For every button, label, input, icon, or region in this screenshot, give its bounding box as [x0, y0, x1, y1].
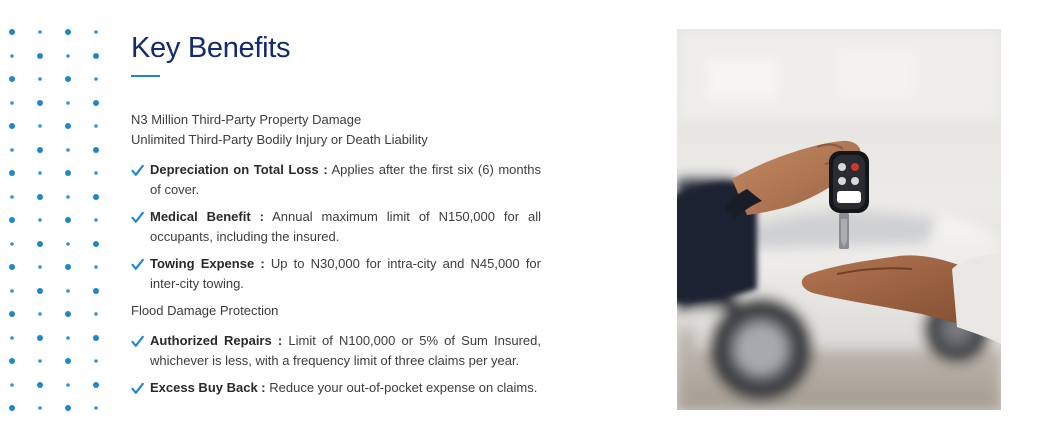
checkmark-icon: [131, 164, 144, 177]
pattern-dot: [9, 76, 15, 82]
pattern-dot: [65, 264, 71, 270]
benefit-item-medical: [131, 207, 541, 247]
checkmark-icon: [131, 258, 144, 271]
pattern-dot: [93, 288, 99, 294]
pattern-dot: [38, 312, 42, 316]
pattern-dot: [9, 29, 15, 35]
pattern-dot: [66, 148, 70, 152]
pattern-dot: [93, 100, 99, 106]
pattern-dot: [10, 148, 14, 152]
pattern-dot: [10, 336, 14, 340]
benefit-label: Medical Benefit :: [150, 209, 264, 224]
benefit-item-repairs: [131, 331, 541, 371]
section-title: Key Benefits: [131, 32, 291, 64]
pattern-dot: [94, 406, 98, 410]
car-key-handover-photo: [677, 29, 1001, 410]
benefit-label: Excess Buy Back :: [150, 380, 266, 395]
pattern-dot: [93, 194, 99, 200]
benefit-text: Applies after the first six (6) months of cover.: [150, 162, 541, 197]
benefit-label: Depreciation on Total Loss :: [150, 162, 328, 177]
pattern-dot: [65, 358, 71, 364]
title-underline: [131, 75, 160, 77]
pattern-dot: [65, 170, 71, 176]
dot-pattern-decoration: [0, 0, 110, 430]
pattern-dot: [93, 53, 99, 59]
checkmark-icon: [131, 382, 144, 395]
pattern-dot: [38, 30, 42, 34]
pattern-dot: [65, 29, 71, 35]
intro-line: N3 Million Third-Party Property Damage: [131, 112, 362, 127]
pattern-dot: [37, 53, 43, 59]
pattern-dot: [93, 241, 99, 247]
pattern-dot: [65, 217, 71, 223]
pattern-dot: [38, 77, 42, 81]
benefit-label: Authorized Repairs :: [150, 333, 283, 348]
pattern-dot: [94, 124, 98, 128]
pattern-dot: [93, 147, 99, 153]
pattern-dot: [37, 382, 43, 388]
pattern-dot: [9, 123, 15, 129]
pattern-dot: [10, 195, 14, 199]
checkmark-icon: [131, 335, 144, 348]
pattern-dot: [66, 101, 70, 105]
pattern-dot: [9, 311, 15, 317]
pattern-dot: [66, 54, 70, 58]
pattern-dot: [66, 383, 70, 387]
benefit-item-depreciation: [131, 160, 541, 200]
benefit-label: Towing Expense :: [150, 256, 265, 271]
pattern-dot: [94, 30, 98, 34]
benefits-content: [131, 30, 541, 398]
pattern-dot: [10, 54, 14, 58]
pattern-dot: [66, 336, 70, 340]
benefit-item-excess-buy-back: [131, 378, 541, 398]
pattern-dot: [66, 195, 70, 199]
pattern-dot: [37, 100, 43, 106]
pattern-dot: [94, 265, 98, 269]
pattern-dot: [66, 242, 70, 246]
pattern-dot: [10, 383, 14, 387]
pattern-dot: [38, 218, 42, 222]
benefit-text: Annual maximum limit of N150,000 for all occupants, including the insured.: [150, 209, 541, 244]
pattern-dot: [9, 264, 15, 270]
pattern-dot: [38, 265, 42, 269]
pattern-dot: [38, 359, 42, 363]
pattern-dot: [94, 359, 98, 363]
pattern-dot: [93, 382, 99, 388]
pattern-dot: [9, 170, 15, 176]
benefit-text: Reduce your out-of-pocket expense on claims.: [265, 380, 538, 395]
flood-protection-line: Flood Damage Protection: [131, 303, 279, 318]
pattern-dot: [9, 358, 15, 364]
pattern-dot: [37, 194, 43, 200]
intro-line: Unlimited Third-Party Bodily Injury or Death Liability: [131, 132, 428, 147]
pattern-dot: [94, 312, 98, 316]
pattern-dot: [65, 123, 71, 129]
pattern-dot: [10, 101, 14, 105]
pattern-dot: [10, 242, 14, 246]
benefit-text: Up to N30,000 for intra-city and N45,000 for inter-city towing.: [150, 256, 541, 291]
pattern-dot: [94, 171, 98, 175]
pattern-dot: [94, 77, 98, 81]
pattern-dot: [38, 406, 42, 410]
benefit-text: Limit of N100,000 or 5% of Sum Insured, whichever is less, with a frequency limit of three claims per year.: [150, 333, 541, 368]
pattern-dot: [37, 288, 43, 294]
pattern-dot: [9, 405, 15, 411]
pattern-dot: [66, 289, 70, 293]
pattern-dot: [93, 335, 99, 341]
pattern-dot: [65, 405, 71, 411]
pattern-dot: [37, 241, 43, 247]
pattern-dot: [10, 289, 14, 293]
pattern-dot: [38, 171, 42, 175]
pattern-dot: [37, 147, 43, 153]
pattern-dot: [65, 311, 71, 317]
pattern-dot: [65, 76, 71, 82]
pattern-dot: [38, 124, 42, 128]
pattern-dot: [9, 217, 15, 223]
benefit-item-towing: [131, 254, 541, 294]
photo-illustration: [677, 29, 1001, 410]
pattern-dot: [94, 218, 98, 222]
checkmark-icon: [131, 211, 144, 224]
pattern-dot: [37, 335, 43, 341]
